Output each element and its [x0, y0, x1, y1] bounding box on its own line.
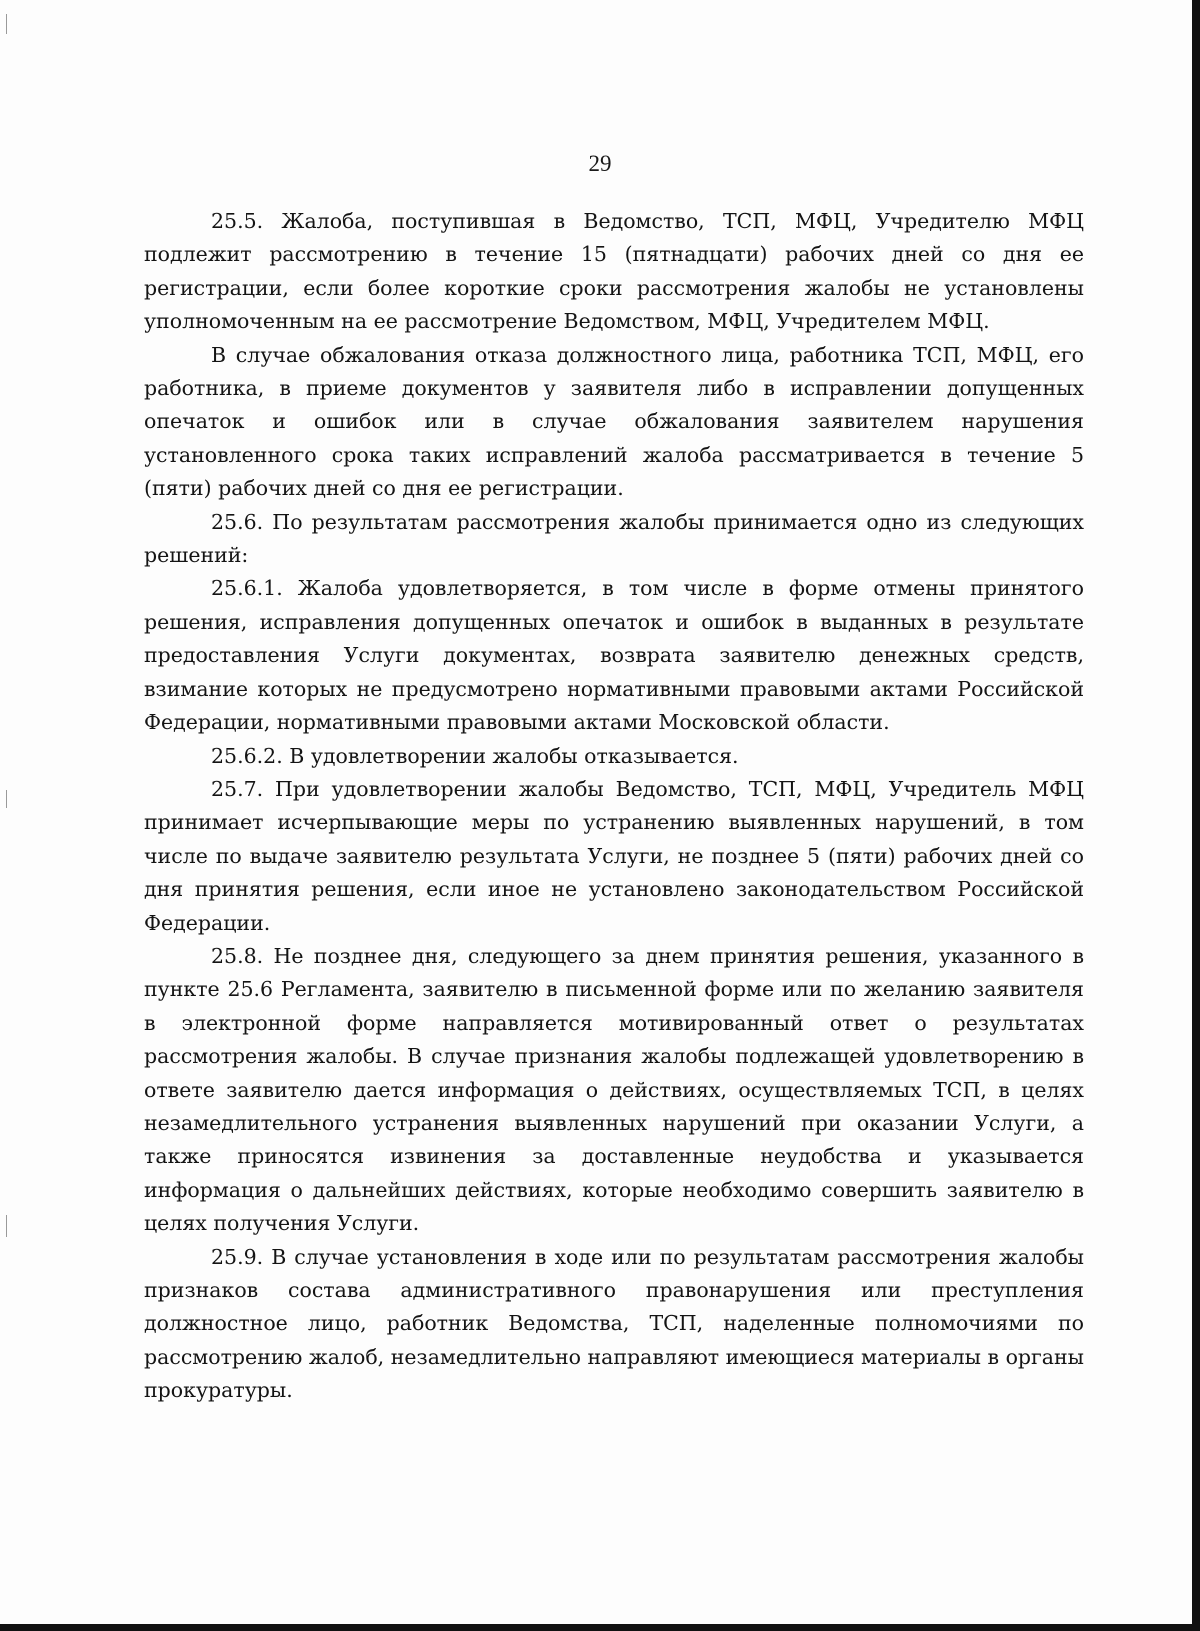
- scan-left-mark: [6, 1215, 7, 1237]
- paragraph-25-6-2: 25.6.2. В удовлетворении жалобы отказывается.: [211, 743, 739, 768]
- scan-left-mark: [6, 790, 7, 808]
- page-number: 29: [588, 151, 612, 176]
- paragraph-25-9: 25.9. В случае установления в ходе или по результатам рассмотрения жалобы признаков состава административного правонарушения или преступления должностное лицо, работник Ведомства, ТСП, наделенные полномочиями по рассмотрению жалоб, незамедлительно направляют имеющиеся материалы в органы прокуратуры.: [144, 1244, 1084, 1403]
- paragraph-25-8: 25.8. Не позднее дня, следующего за днем принятия решения, указанного в пункте 25.6 Регламента, заявителю в письменной форме или по желанию заявителя в электронной форме направляется мотивированный ответ о результатах рассмотрения жалобы. В случае признания жалобы подлежащей удовлетворению в ответе заявителю дается информация о действиях, осуществляемых ТСП, в целях незамедлительного устранения выявленных нарушений при оказании Услуги, а также приносятся извинения за доставленные неудобства и указывается информация о дальнейших действиях, которые необходимо совершить заявителю в целях получения Услуги.: [144, 943, 1084, 1236]
- paragraph-25-7: 25.7. При удовлетворении жалобы Ведомство, ТСП, МФЦ, Учредитель МФЦ принимает исчерпывающие меры по устранению выявленных нарушений, в том числе по выдаче заявителю результата Услуги, не позднее 5 (пяти) рабочих дней со дня принятия решения, если иное не установлено законодательством Российской Федерации.: [144, 776, 1084, 935]
- paragraph-25-6-1: 25.6.1. Жалоба удовлетворяется, в том числе в форме отмены принятого решения, исправления допущенных опечаток и ошибок в выданных в результате предоставления Услуги документах, возврата заявителю денежных средств, взимание которых не предусмотрено нормативными правовыми актами Российской Федерации, нормативными правовыми актами Московской области.: [144, 576, 1084, 735]
- scan-right-edge: [1192, 0, 1200, 1631]
- paragraph-25-6: 25.6. По результатам рассмотрения жалобы принимается одно из следующих решений:: [144, 509, 1084, 568]
- scan-bottom-edge: [0, 1624, 1200, 1631]
- paragraph-appeal-refusal: В случае обжалования отказа должностного лица, работника ТСП, МФЦ, его работника, в приеме документов у заявителя либо в исправлении допущенных опечаток и ошибок или в случае обжалования заявителем нарушения установленного срока таких исправлений жалоба рассматривается в течение 5 (пяти) рабочих дней со дня ее регистрации.: [144, 342, 1084, 501]
- document-body: [144, 205, 1084, 1408]
- scan-left-mark: [6, 14, 7, 34]
- paragraph-25-5: 25.5. Жалоба, поступившая в Ведомство, ТСП, МФЦ, Учредителю МФЦ подлежит рассмотрению в течение 15 (пятнадцати) рабочих дней со дня ее регистрации, если более короткие сроки рассмотрения жалобы не установлены уполномоченным на ее рассмотрение Ведомством, МФЦ, Учредителем МФЦ.: [144, 209, 1084, 334]
